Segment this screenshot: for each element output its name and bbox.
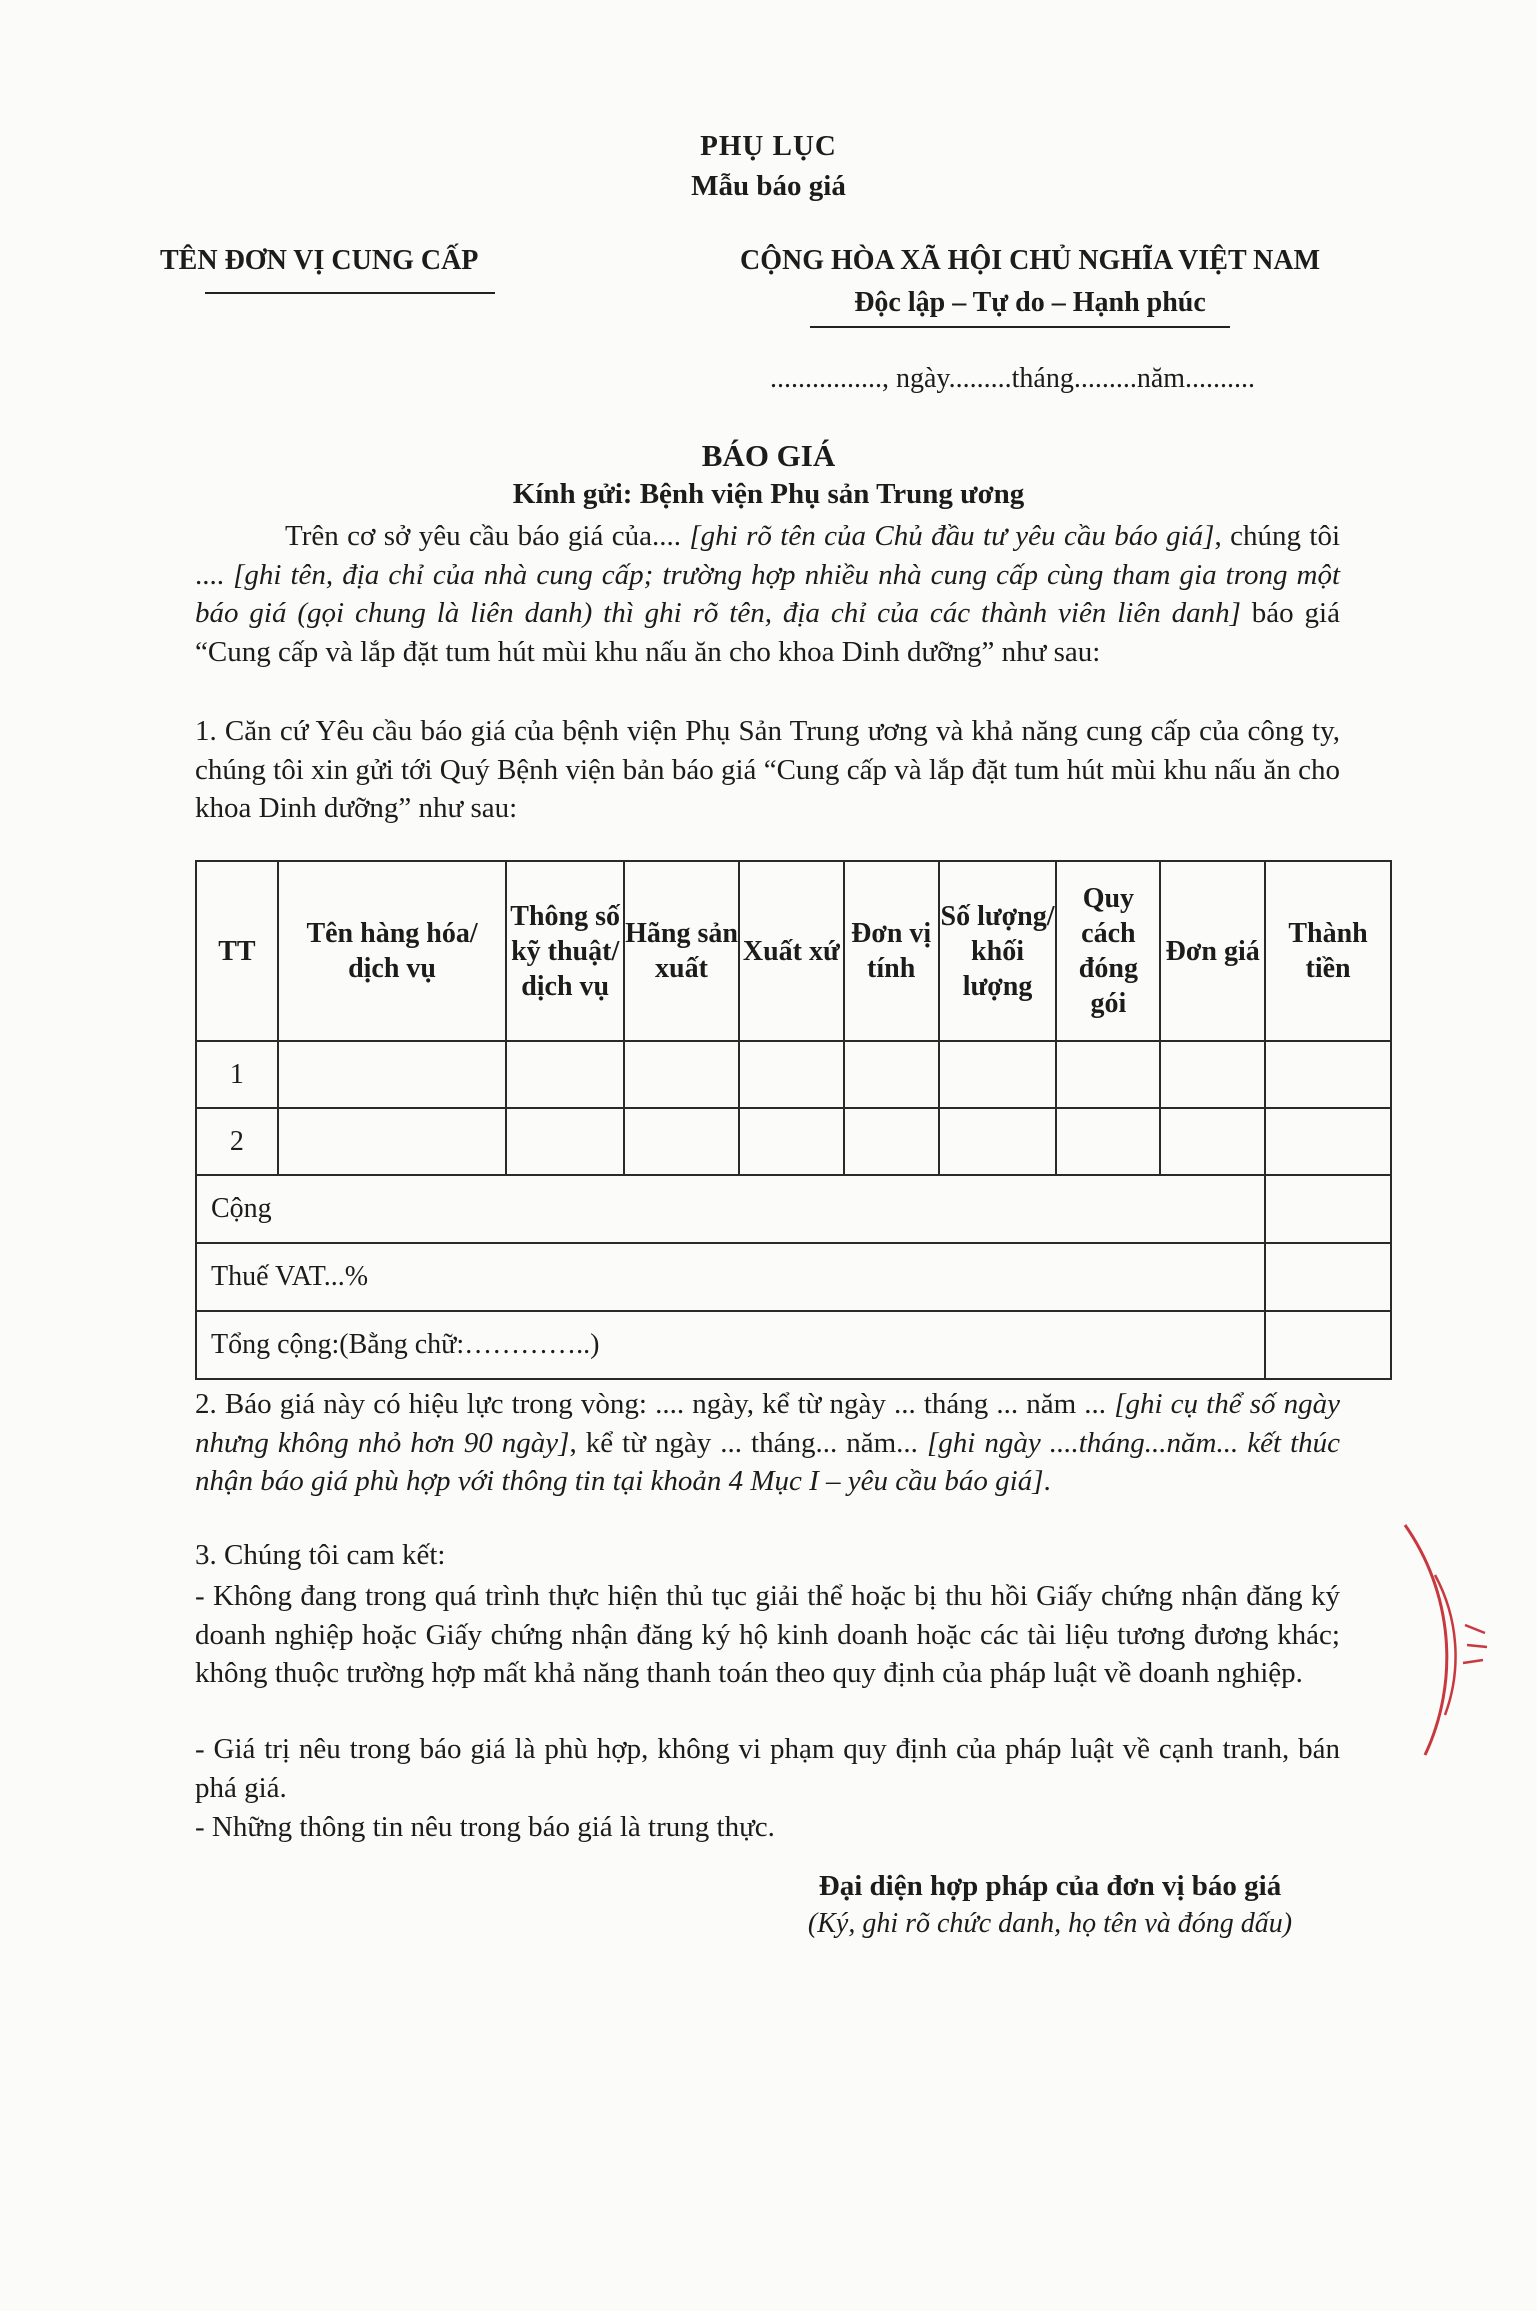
item-2-paragraph: [195, 1385, 1340, 1501]
intro-instruction-1: [ghi rõ tên của Chủ đầu tư yêu cầu báo giá]: [689, 520, 1215, 552]
cell-specs: [506, 1041, 624, 1108]
cell-item-name: [278, 1041, 506, 1108]
header-item-name: Tên hàng hóa/ dịch vụ: [278, 861, 506, 1041]
row-number: 1: [196, 1041, 278, 1108]
intro-text-3: báo giá “Cung cấp và lắp đặt tum hút mùi khu nấu ăn cho khoa Dinh dưỡng” như sau:: [195, 597, 1340, 668]
document-title: BÁO GIÁ: [701, 438, 836, 473]
date-line: ................, ngày.........tháng.........năm..........: [770, 363, 1256, 394]
table-row: [196, 1108, 1391, 1175]
total-amount: [1265, 1175, 1391, 1243]
commitment-2: - Giá trị nêu trong báo giá là phù hợp, không vi phạm quy định của pháp luật về cạnh tranh, bán phá giá.: [195, 1733, 1340, 1804]
supplier-underline: [205, 292, 495, 294]
intro-text-2: , chúng tôi ....: [195, 520, 1340, 591]
table-header-row: [196, 861, 1391, 1041]
motto-underline: [810, 326, 1230, 328]
validity-instruction-2: [ghi ngày ....tháng...năm... kết thúc nhận báo giá phù hợp với thông tin tại khoản 4 Mục I – yêu cầu báo giá]: [195, 1426, 1340, 1497]
cell-unit: [844, 1108, 939, 1175]
header-unit-price: Đơn giá: [1160, 861, 1265, 1041]
cell-packaging: [1056, 1041, 1160, 1108]
row-number: 2: [196, 1108, 278, 1175]
cell-packaging: [1056, 1108, 1160, 1175]
commitment-3: - Những thông tin nêu trong báo giá là trung thực.: [195, 1811, 775, 1843]
signature-note: (Ký, ghi rõ chức danh, họ tên và đóng dấu): [807, 1908, 1293, 1939]
cell-specs: [506, 1108, 624, 1175]
cell-amount: [1265, 1108, 1391, 1175]
item-1-paragraph: 1. Căn cứ Yêu cầu báo giá của bệnh viện Phụ Sản Trung ương và khả năng cung cấp của công ty, chúng tôi xin gửi tới Quý Bệnh viện bản báo giá “Cung cấp và lắp đặt tum hút mùi khu nấu ăn cho khoa Dinh dưỡng” như sau:: [195, 715, 1340, 824]
cell-quantity: [939, 1108, 1057, 1175]
intro-instruction-2: [ghi tên, địa chỉ của nhà cung cấp; trường hợp nhiều nhà cung cấp cùng tham gia trong một báo giá (gọi chung là liên danh) thì ghi rõ tên, địa chỉ của các thành viên liên danh]: [195, 558, 1341, 629]
validity-text-1: 2. Báo giá này có hiệu lực trong vòng: .... ngày, kể từ ngày ... tháng ... năm ...: [195, 1388, 1115, 1420]
cell-origin: [739, 1041, 844, 1108]
vat-label: Thuế VAT...%: [196, 1243, 1265, 1311]
stamp-mark: [1463, 1625, 1487, 1663]
addressee: Kính gửi: Bệnh viện Phụ sản Trung ương: [512, 478, 1025, 510]
vat-amount: [1265, 1243, 1391, 1311]
cell-origin: [739, 1108, 844, 1175]
partial-stamp-icon: [1395, 1495, 1537, 1785]
commitment-1: - Không đang trong quá trình thực hiện thủ tục giải thể hoặc bị thu hồi Giấy chứng nhận đăng ký doanh nghiệp hoặc Giấy chứng nhận đăng ký hộ kinh doanh hoặc các tài liệu tương đương khác; không thuộc trường hợp mất khả năng thanh toán theo quy định của pháp luật về doanh nghiệp.: [195, 1580, 1340, 1689]
country-name: CỘNG HÒA XÃ HỘI CHỦ NGHĨA VIỆT NAM: [739, 245, 1321, 276]
header-tt: TT: [196, 861, 278, 1041]
header-packaging: Quy cách đóng gói: [1056, 861, 1160, 1041]
cell-quantity: [939, 1041, 1057, 1108]
intro-paragraph: [195, 517, 1340, 671]
cell-item-name: [278, 1108, 506, 1175]
appendix-subtitle: Mẫu báo giá: [691, 170, 846, 202]
header-quantity: Số lượng/ khối lượng: [939, 861, 1057, 1041]
cell-manufacturer: [624, 1108, 739, 1175]
total-label: Cộng: [196, 1175, 1265, 1243]
supplier-name-placeholder: TÊN ĐƠN VỊ CUNG CẤP: [160, 245, 479, 276]
signature-title: Đại diện hợp pháp của đơn vị báo giá: [818, 1870, 1282, 1902]
table-row: [196, 1041, 1391, 1108]
header-amount: Thành tiền: [1265, 861, 1391, 1041]
header-origin: Xuất xứ: [739, 861, 844, 1041]
grand-total-label: Tổng cộng:(Bằng chữ:…………..): [196, 1311, 1265, 1379]
quotation-table: [195, 860, 1392, 1380]
cell-unit: [844, 1041, 939, 1108]
validity-text-2: , kể từ ngày ... tháng... năm...: [569, 1426, 927, 1459]
stamp-outer-ring: [1405, 1525, 1447, 1755]
header-unit: Đơn vị tính: [844, 861, 939, 1041]
header-manufacturer: Hãng sản xuất: [624, 861, 739, 1041]
national-motto: Độc lập – Tự do – Hạnh phúc: [854, 287, 1206, 318]
validity-instruction-1: [ghi cụ thể số ngày nhưng không nhỏ hơn 90 ngày]: [195, 1388, 1340, 1459]
validity-text-3: .: [1043, 1465, 1051, 1497]
vat-row: [196, 1243, 1391, 1311]
commitment-heading: 3. Chúng tôi cam kết:: [195, 1539, 446, 1571]
grand-total-row: [196, 1311, 1391, 1379]
cell-unit-price: [1160, 1041, 1265, 1108]
cell-unit-price: [1160, 1108, 1265, 1175]
cell-manufacturer: [624, 1041, 739, 1108]
cell-amount: [1265, 1041, 1391, 1108]
grand-total-amount: [1265, 1311, 1391, 1379]
intro-text-1: Trên cơ sở yêu cầu báo giá của....: [285, 520, 690, 552]
appendix-title: PHỤ LỤC: [700, 130, 837, 162]
total-row: [196, 1175, 1391, 1243]
header-specs: Thông số kỹ thuật/ dịch vụ: [506, 861, 624, 1041]
